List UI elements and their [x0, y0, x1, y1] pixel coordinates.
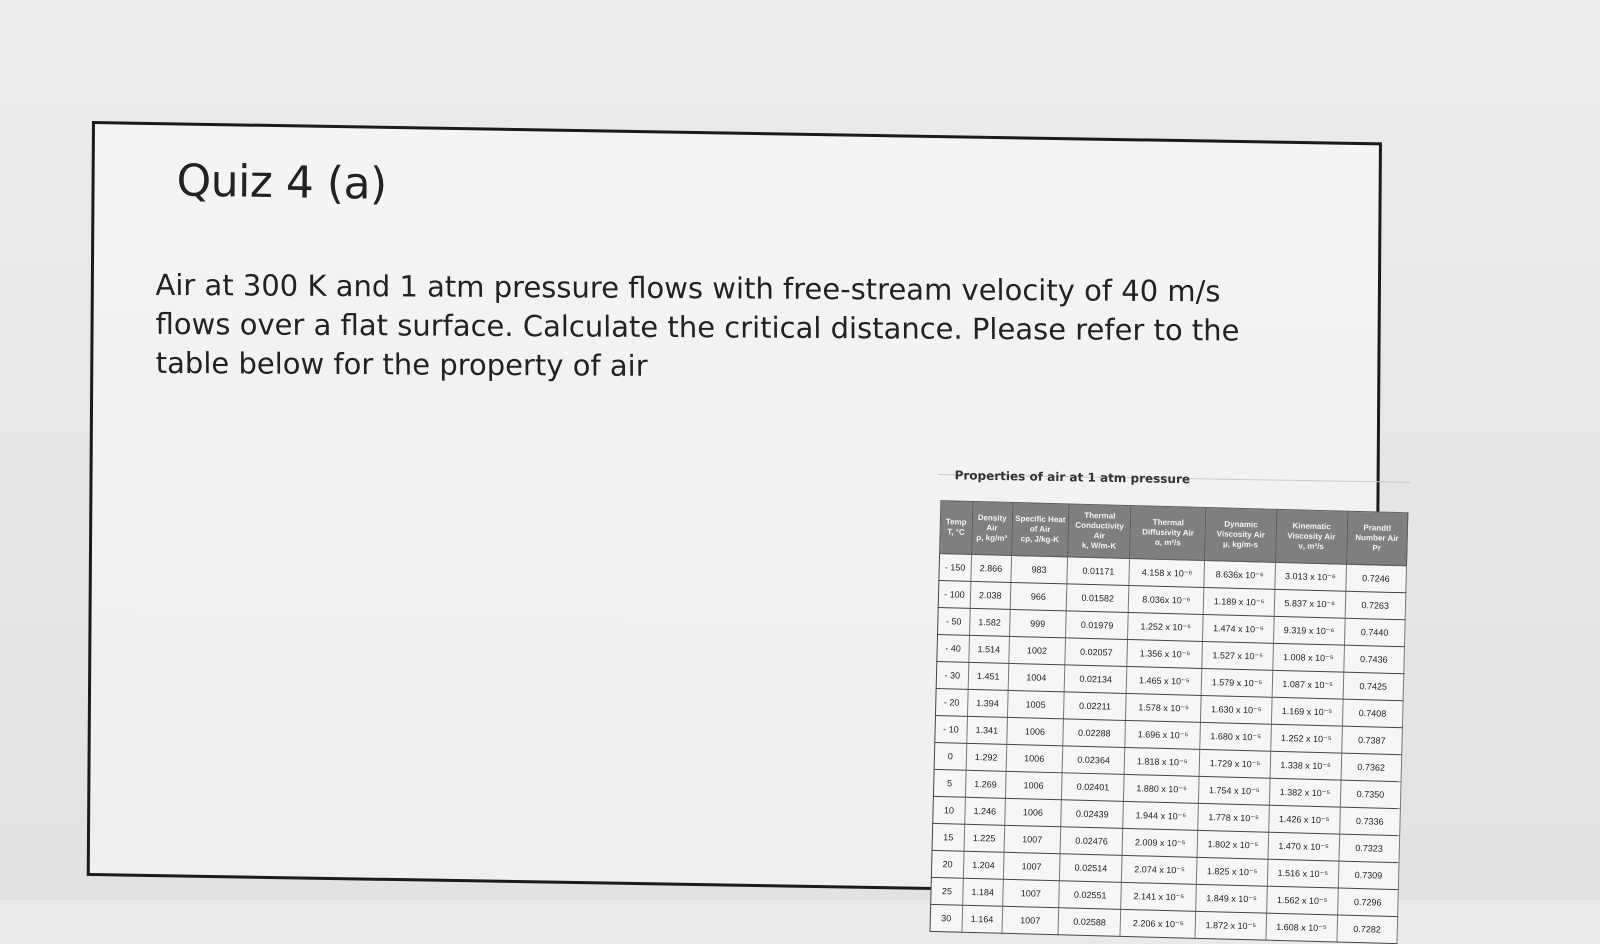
table-cell: 1.849 x 10⁻⁵	[1196, 884, 1267, 913]
table-cell: 20	[931, 850, 963, 878]
table-cell: 0.02211	[1063, 692, 1126, 721]
table-cell: 1.341	[967, 716, 1008, 744]
header-line: of Air	[1029, 524, 1051, 534]
table-cell: 1005	[1007, 690, 1064, 718]
table-cell: 1.880 x 10⁻⁵	[1124, 774, 1199, 803]
air-properties-table	[929, 500, 1408, 944]
table-cell: 0.02551	[1059, 881, 1122, 910]
table-cell: 0.02514	[1059, 854, 1122, 883]
table-cell: 1007	[1003, 852, 1060, 880]
table-cell: 1.630 x 10⁻⁵	[1201, 695, 1272, 724]
problem-statement: Air at 300 K and 1 atm pressure flows with free-stream velocity of 40 m/s flows over a flat surface. Calculate the critical distance. Please refer to the table below for the property of air	[155, 267, 1240, 383]
table-cell: 1.338 x 10⁻⁵	[1270, 751, 1341, 780]
table-cell: 1.189 x 10⁻⁵	[1203, 587, 1274, 616]
table-cell: 966	[1010, 582, 1067, 610]
table-cell: 1.778 x 10⁻⁵	[1198, 803, 1269, 832]
table-cell: 0.02288	[1063, 719, 1126, 748]
table-cell: 0.02401	[1061, 773, 1124, 802]
table-cell: 999	[1009, 609, 1066, 637]
table-cell: - 40	[937, 635, 969, 663]
header-line: ν, m²/s	[1298, 541, 1324, 552]
header-prandtl-number	[1346, 511, 1408, 566]
header-kinematic-viscosity	[1275, 509, 1347, 564]
header-line: μ, kg/m-s	[1222, 539, 1259, 550]
table-cell: 1.184	[962, 878, 1003, 906]
table-cell: 1.008 x 10⁻⁵	[1273, 643, 1344, 672]
table-cell: 1.394	[967, 689, 1008, 717]
header-line: Prandtl	[1363, 523, 1392, 533]
table-cell: 1.164	[962, 905, 1003, 933]
table-cell: 0.01979	[1065, 611, 1128, 640]
header-line: T, °C	[947, 527, 965, 537]
table-cell: 1.356 x 10⁻⁵	[1127, 640, 1202, 669]
table-cell: - 100	[938, 581, 970, 609]
header-line: cp, J/kg-K	[1020, 534, 1060, 545]
header-line: Thermal	[1084, 510, 1116, 521]
table-cell: 1.680 x 10⁻⁵	[1200, 722, 1271, 751]
table-cell: 1.246	[964, 797, 1005, 825]
table-cell: 1.754 x 10⁻⁵	[1199, 776, 1270, 805]
table-cell: 1.225	[964, 824, 1005, 852]
table-cell: 1.696 x 10⁻⁵	[1125, 720, 1200, 749]
table-cell: 1006	[1004, 798, 1061, 826]
table-cell: 2.074 x 10⁻⁵	[1122, 855, 1197, 884]
header-line: Air	[1093, 531, 1106, 541]
table-cell: 25	[931, 877, 963, 905]
header-line: Air	[986, 523, 998, 533]
table-cell: 1.818 x 10⁻⁵	[1125, 747, 1200, 776]
table-cell: - 20	[935, 688, 967, 716]
table-cell: 1.729 x 10⁻⁵	[1199, 749, 1270, 778]
table-cell: 8.636x 10⁻⁶	[1204, 561, 1275, 590]
table-cell: 1.514	[969, 635, 1010, 663]
table-cell: 0.7350	[1340, 780, 1401, 809]
table-cell: 0.7263	[1345, 591, 1406, 620]
table-cell: 0.02588	[1058, 908, 1121, 937]
table-cell: 1.802 x 10⁻⁵	[1197, 830, 1268, 859]
header-line: Viscosity Air	[1216, 529, 1265, 540]
table-cell: 5.837 x 10⁻⁶	[1274, 589, 1345, 618]
table-cell: 0.7323	[1339, 834, 1400, 863]
table-cell: 0.7336	[1339, 807, 1400, 836]
table-cell: 0.7440	[1344, 618, 1405, 647]
table-cell: 1.474 x 10⁻⁵	[1203, 614, 1274, 643]
table-cell: 1004	[1008, 663, 1065, 691]
table-cell: 0.7408	[1342, 699, 1403, 728]
table-cell: 1.451	[968, 662, 1009, 690]
table-caption: Properties of air at 1 atm pressure	[954, 468, 1191, 487]
table-cell: 1.527 x 10⁻⁵	[1202, 641, 1273, 670]
header-temp	[940, 501, 973, 555]
table-cell: 1.944 x 10⁻⁵	[1123, 801, 1198, 830]
table-cell: 1.465 x 10⁻⁵	[1127, 666, 1202, 695]
table-cell: 1006	[1006, 744, 1063, 772]
table-cell: 1.269	[965, 770, 1006, 798]
table-cell: 0.02476	[1060, 827, 1123, 856]
header-line: ρ, kg/m³	[976, 533, 1008, 543]
table-cell: 0.7246	[1345, 564, 1406, 593]
table-cell: 0.02439	[1061, 800, 1124, 829]
table-cell: 1.252 x 10⁻⁵	[1128, 613, 1203, 642]
table-cell: 1.087 x 10⁻⁵	[1272, 670, 1343, 699]
table-cell: 0.7425	[1343, 672, 1404, 701]
header-line: Conductivity	[1075, 520, 1124, 531]
table-cell: 1.292	[966, 743, 1007, 771]
table-cell: 1.252 x 10⁻⁵	[1271, 724, 1342, 753]
table-cell: - 30	[936, 662, 968, 690]
table-cell: 5	[933, 769, 965, 797]
header-line: Density	[977, 513, 1007, 523]
table-cell: 983	[1011, 555, 1068, 583]
header-line: k, W/m-K	[1081, 540, 1117, 551]
table-cell: 2.038	[970, 581, 1011, 609]
table-cell: 8.036x 10⁻⁶	[1129, 586, 1204, 615]
table-cell: - 150	[939, 554, 971, 582]
table-cell: 1007	[1002, 879, 1059, 907]
table-cell: 0	[934, 742, 966, 770]
table-cell: 1006	[1006, 717, 1063, 745]
header-line: α, m²/s	[1154, 537, 1181, 548]
table-cell: 2.206 x 10⁻⁵	[1120, 909, 1195, 938]
table-cell: 1.582	[969, 608, 1010, 636]
header-density	[971, 501, 1012, 555]
table-cell: 0.02057	[1065, 638, 1128, 667]
table-cell: 2.141 x 10⁻⁵	[1121, 882, 1196, 911]
table-cell: - 50	[938, 608, 970, 636]
table-cell: 0.01171	[1067, 557, 1130, 586]
header-line: Temp	[945, 517, 967, 527]
table-cell: 0.01582	[1066, 584, 1129, 613]
table-cell: 9.319 x 10⁻⁶	[1273, 616, 1344, 645]
table-cell: 1.825 x 10⁻⁵	[1197, 857, 1268, 886]
table-body	[930, 554, 1407, 944]
table-cell: 3.013 x 10⁻⁶	[1275, 562, 1346, 591]
table-cell: 1.579 x 10⁻⁵	[1201, 668, 1272, 697]
header-line: Number Air	[1355, 532, 1399, 544]
header-line: Viscosity Air	[1287, 531, 1336, 542]
table-cell: 1.426 x 10⁻⁵	[1269, 805, 1340, 834]
table-cell: 1.382 x 10⁻⁵	[1269, 778, 1340, 807]
table-cell: 1006	[1005, 771, 1062, 799]
table-cell: 0.02134	[1064, 665, 1127, 694]
table-cell: 10	[933, 796, 965, 824]
table-cell: 1.516 x 10⁻⁵	[1267, 859, 1338, 888]
table-cell: 0.7362	[1341, 753, 1402, 782]
table-cell: 0.7309	[1338, 861, 1399, 890]
header-dynamic-viscosity	[1205, 508, 1277, 563]
header-specific-heat	[1011, 502, 1069, 556]
table-cell: 2.009 x 10⁻⁵	[1122, 828, 1197, 857]
table-cell: 1002	[1009, 636, 1066, 664]
table-cell: 0.7282	[1336, 915, 1397, 944]
table-cell: 1.470 x 10⁻⁵	[1268, 832, 1339, 861]
table-cell: 2.866	[971, 554, 1012, 582]
table-cell: 1007	[1002, 906, 1059, 934]
header-line: Specific Heat	[1015, 514, 1066, 525]
header-line: Dynamic	[1224, 519, 1258, 530]
header-line: Thermal	[1152, 517, 1184, 528]
header-thermal-conductivity	[1068, 504, 1132, 559]
table-cell: 0.7387	[1341, 726, 1402, 755]
table-cell: - 10	[935, 715, 967, 743]
table-cell: 15	[932, 823, 964, 851]
table-cell: 0.7296	[1337, 888, 1398, 917]
table-cell: 1.204	[963, 851, 1004, 879]
header-line: Diffusivity Air	[1142, 527, 1195, 538]
slide	[87, 121, 1399, 935]
header-line: Kinematic	[1292, 521, 1331, 532]
table-cell: 4.158 x 10⁻⁶	[1129, 559, 1204, 588]
quiz-title: Quiz 4 (a)	[176, 155, 387, 210]
header-thermal-diffusivity	[1130, 506, 1206, 561]
table-cell: 1.872 x 10⁻⁵	[1195, 911, 1266, 940]
table-cell: 1007	[1004, 825, 1061, 853]
table-cell: 1.169 x 10⁻⁵	[1271, 697, 1342, 726]
table-cell: 1.578 x 10⁻⁵	[1126, 693, 1201, 722]
table-cell: 30	[930, 904, 962, 932]
table-cell: 1.562 x 10⁻⁵	[1267, 886, 1338, 915]
table-cell: 0.02364	[1062, 746, 1125, 775]
table-cell: 0.7436	[1343, 645, 1404, 674]
table-cell: 1.608 x 10⁻⁵	[1266, 913, 1337, 942]
header-line: Pr	[1372, 543, 1382, 553]
